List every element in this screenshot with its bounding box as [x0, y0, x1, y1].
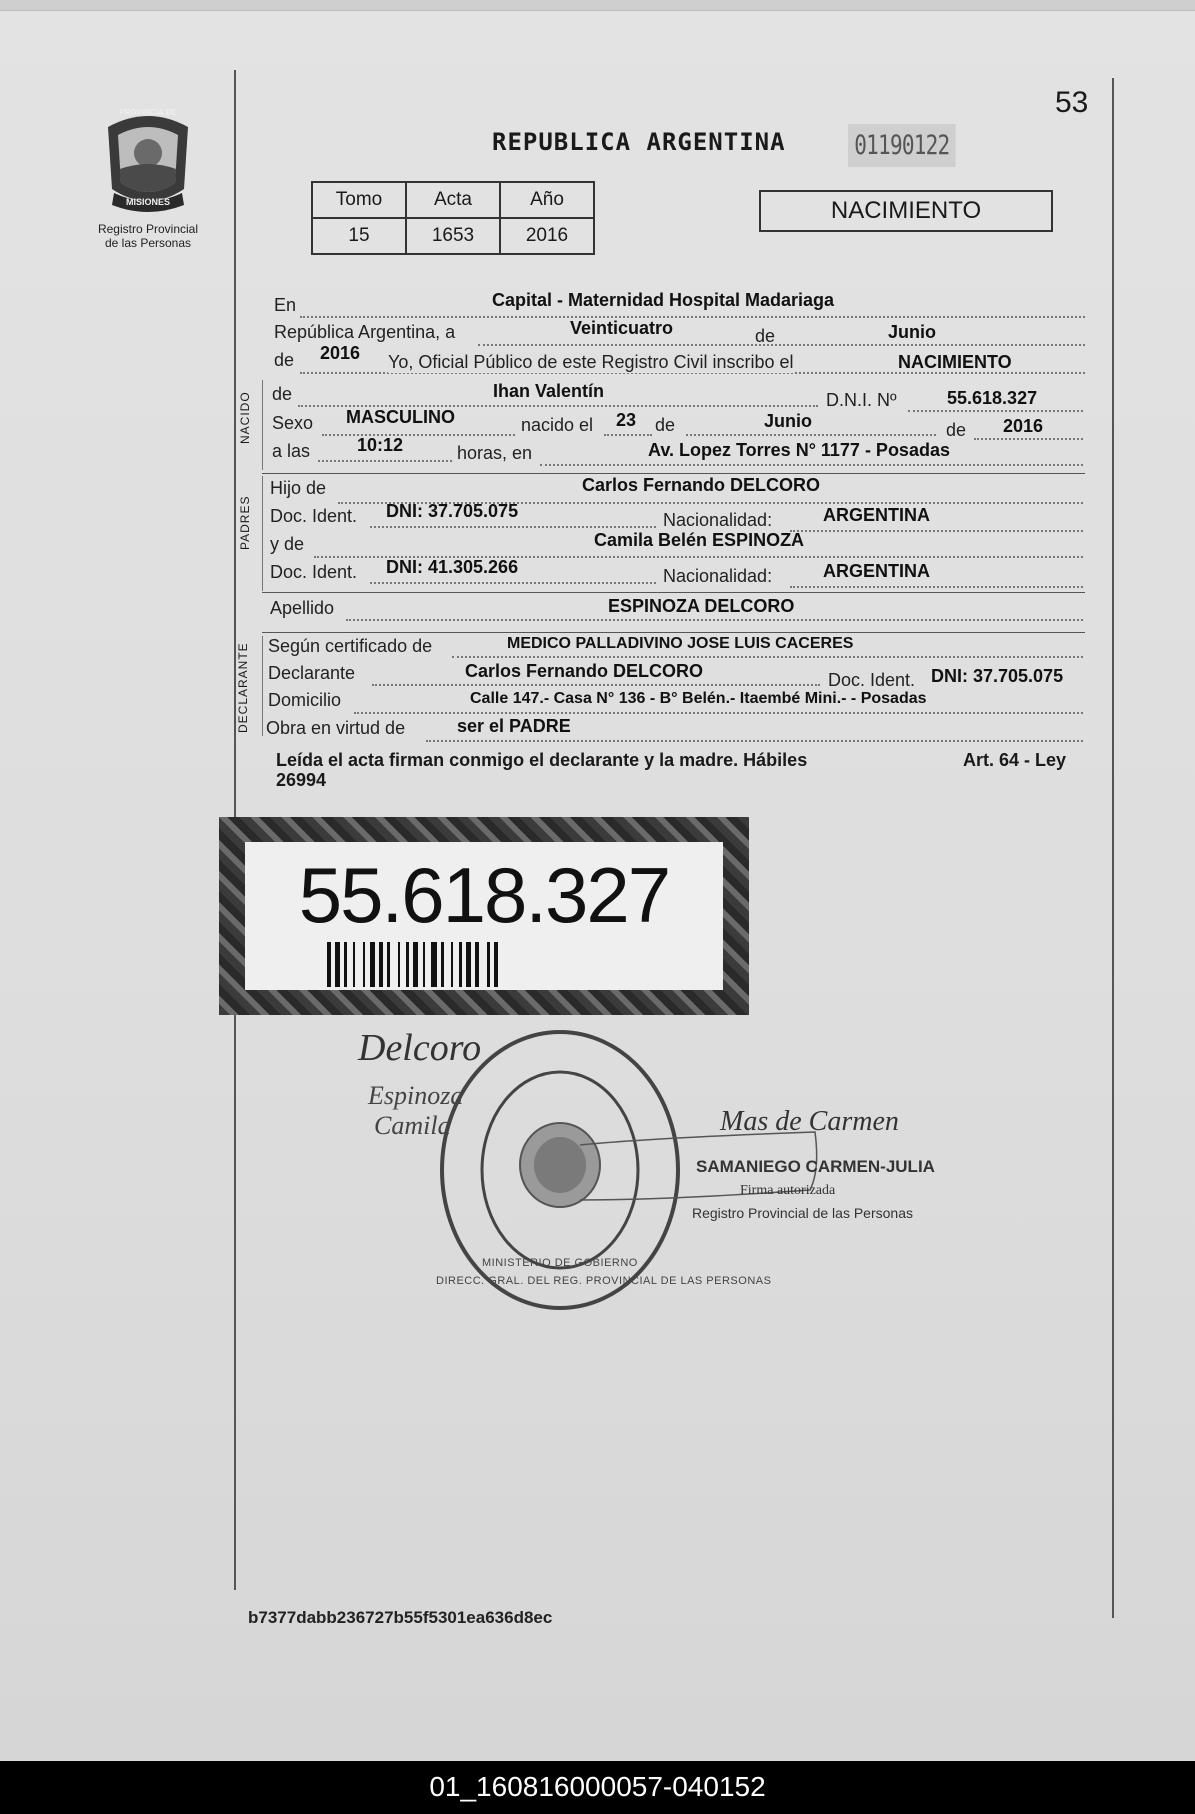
birth-day-value: 23 — [616, 410, 637, 430]
barcode-bar — [441, 942, 444, 987]
record-table — [311, 181, 595, 255]
section-divider — [262, 636, 263, 736]
nacionalidad-label: Nacionalidad: — [663, 566, 773, 586]
record-type-box: NACIMIENTO — [759, 190, 1053, 232]
dotted-line — [322, 434, 515, 436]
dotted-line — [300, 316, 1085, 318]
declarante-signature: Delcoro — [358, 1027, 482, 1069]
mother-doc-value: DNI: 41.305.266 — [386, 557, 519, 577]
mother-name-value: Camila Belén ESPINOZA — [594, 530, 805, 550]
barcode-bar — [487, 942, 490, 987]
barcode-bar — [335, 942, 340, 987]
barcode-bar — [475, 942, 479, 987]
barcode-bar — [431, 942, 437, 987]
de-label: de — [946, 420, 967, 440]
nacido-el-label: nacido el — [521, 415, 594, 435]
barcode-bar — [344, 942, 347, 987]
closing-note-line1a: Leída el acta firman conmigo el declarante y la madre. Hábiles — [276, 750, 808, 770]
barcode-bar — [466, 942, 471, 987]
father-nationality-value: ARGENTINA — [823, 505, 930, 525]
logo-top-text: PROVINCIA DE — [119, 108, 177, 117]
nacionalidad-label: Nacionalidad: — [663, 510, 773, 530]
birth-month-value: Junio — [764, 411, 812, 431]
dotted-line — [372, 684, 820, 686]
dotted-line — [540, 464, 1083, 466]
obra-value: ser el PADRE — [457, 716, 571, 736]
official-signature: Mas de Carmen — [720, 1106, 899, 1137]
de-label: de — [655, 415, 676, 435]
signature-area — [350, 1020, 990, 1310]
table-header-anio: Año — [500, 182, 594, 218]
republica-label: República Argentina, a — [274, 322, 456, 342]
declarante-label: Declarante — [268, 663, 356, 683]
document-hash: b7377dabb236727b55f5301ea636d8ec — [248, 1608, 553, 1627]
declarante-value: Carlos Fernando DELCORO — [465, 661, 704, 681]
doc-ident-label: Doc. Ident. — [270, 562, 358, 582]
barcode-bar — [406, 942, 409, 987]
barcode-bar — [459, 942, 462, 987]
dotted-line — [354, 712, 1083, 714]
section-separator — [262, 632, 1085, 633]
dotted-line — [686, 434, 936, 436]
barcode-bar — [353, 942, 355, 987]
dotted-line — [908, 410, 1083, 412]
barcode-bar — [327, 942, 331, 987]
barcode-bar — [370, 942, 375, 987]
serial-number: 01190122 — [848, 124, 956, 167]
closing-note-line2: 26994 — [276, 770, 327, 790]
declarante-section-label: DECLARANTE — [236, 642, 250, 733]
day-words-value: Veinticuatro — [570, 318, 674, 338]
dotted-line — [790, 586, 1083, 588]
registry-caption-line2: de las Personas — [104, 236, 192, 250]
year-value: 2016 — [320, 343, 361, 363]
hijo-de-label: Hijo de — [270, 478, 327, 498]
dotted-line — [452, 656, 1083, 658]
certificado-value: MEDICO PALLADIVINO JOSE LUIS CACERES — [507, 635, 854, 652]
father-name-value: Carlos Fernando DELCORO — [582, 475, 821, 495]
section-divider — [262, 380, 263, 470]
child-name-value: Ihan Valentín — [493, 381, 605, 401]
table-header-tomo: Tomo — [312, 182, 406, 218]
en-label: En — [274, 295, 297, 315]
child-dni-value: 55.618.327 — [947, 388, 1038, 408]
y-de-label: y de — [270, 534, 305, 554]
dotted-line — [346, 619, 1083, 621]
table-value-acta: 1653 — [406, 218, 500, 254]
barcode-bar — [398, 942, 400, 987]
registry-logo — [88, 105, 208, 250]
right-border-line — [1112, 78, 1114, 1618]
section-separator — [262, 473, 1085, 474]
apellido-value: ESPINOZA DELCORO — [608, 596, 795, 616]
barcode-bar — [494, 942, 498, 987]
birth-time-value: 10:12 — [357, 435, 404, 455]
section-divider — [262, 476, 263, 591]
table-value-anio: 2016 — [500, 218, 594, 254]
barcode-bar — [413, 942, 418, 987]
father-doc-value: DNI: 37.705.075 — [386, 501, 519, 521]
official-registry: Registro Provincial de las Personas — [692, 1205, 913, 1221]
horas-en-label: horas, en — [457, 443, 533, 463]
domicilio-label: Domicilio — [268, 690, 342, 710]
official-name: SAMANIEGO CARMEN-JULIA — [696, 1157, 935, 1176]
barcode-sticker — [219, 817, 749, 1015]
doc-ident-label: Doc. Ident. — [270, 506, 358, 526]
sexo-label: Sexo — [272, 413, 314, 433]
doc-ident-label: Doc. Ident. — [828, 670, 916, 690]
official-role: Firma autorizada — [740, 1183, 836, 1198]
table-value-tomo: 15 — [312, 218, 406, 254]
place-value: Capital - Maternidad Hospital Madariaga — [492, 290, 835, 310]
closing-note — [276, 750, 1066, 790]
dotted-line — [370, 526, 656, 528]
certificado-label: Según certificado de — [268, 636, 433, 656]
closing-note-line1b: Art. 64 - Ley — [962, 750, 1066, 770]
mother-signature-name: Camila — [374, 1111, 451, 1140]
mother-signature-surname: Espinoza — [368, 1081, 464, 1110]
birth-year-value: 2016 — [1003, 416, 1044, 436]
domicilio-value: Calle 147.- Casa N° 136 - B° Belén.- Itaembé Mini.- - Posadas — [470, 690, 927, 707]
signatures-and-stamp — [350, 1020, 990, 1310]
sexo-value: MASCULINO — [346, 407, 455, 427]
dotted-line — [370, 582, 656, 584]
barcode-label — [245, 842, 723, 990]
barcode-bar — [451, 942, 453, 987]
registry-caption-line1: Registro Provincial — [97, 222, 199, 236]
dotted-line — [478, 344, 1085, 346]
section-separator — [262, 592, 1085, 593]
dotted-line — [318, 460, 452, 462]
de-label: de — [755, 326, 776, 346]
obra-label: Obra en virtud de — [266, 718, 406, 738]
stamp-inner-text: MINISTERIO DE GOBIERNO — [482, 1257, 638, 1269]
inscribo-label: Yo, Oficial Público de este Registro Civil inscribo el — [388, 352, 794, 372]
dotted-line — [974, 438, 1083, 440]
barcode-bar — [423, 942, 425, 987]
padres-section-label: PADRES — [238, 495, 252, 550]
page-number: 53 — [1055, 86, 1089, 119]
apellido-label: Apellido — [270, 598, 335, 618]
document-title: REPUBLICA ARGENTINA — [492, 128, 786, 156]
event-value: NACIMIENTO — [898, 352, 1012, 372]
barcode-bar — [363, 942, 365, 987]
de-year-label: de — [274, 350, 295, 370]
dotted-line — [604, 434, 652, 436]
barcode-bars-icon — [327, 942, 647, 987]
barcode-number: 55.618.327 — [298, 851, 670, 939]
month-value: Junio — [888, 322, 936, 342]
a-las-label: a las — [272, 441, 311, 461]
barcode-bar — [387, 942, 390, 987]
barcode-bar — [379, 942, 383, 987]
nacido-de-label: de — [272, 384, 293, 404]
stamp-outer-text: DIRECC. GRAL. DEL REG. PROVINCIAL DE LAS PERSONAS — [436, 1275, 772, 1287]
dni-label: D.N.I. Nº — [826, 390, 897, 410]
scan-footer-id: 01_160816000057-040152 — [0, 1761, 1195, 1814]
table-header-acta: Acta — [406, 182, 500, 218]
birth-address-value: Av. Lopez Torres N° 1177 - Posadas — [648, 440, 950, 460]
logo-bottom-text: MISIONES — [125, 197, 170, 207]
dotted-line — [790, 530, 1083, 532]
scan-top-edge — [0, 0, 1195, 11]
mother-nationality-value: ARGENTINA — [823, 561, 930, 581]
nacido-section-label: NACIDO — [238, 391, 252, 444]
dotted-line — [426, 740, 1083, 742]
declarante-doc-value: DNI: 37.705.075 — [931, 666, 1064, 686]
